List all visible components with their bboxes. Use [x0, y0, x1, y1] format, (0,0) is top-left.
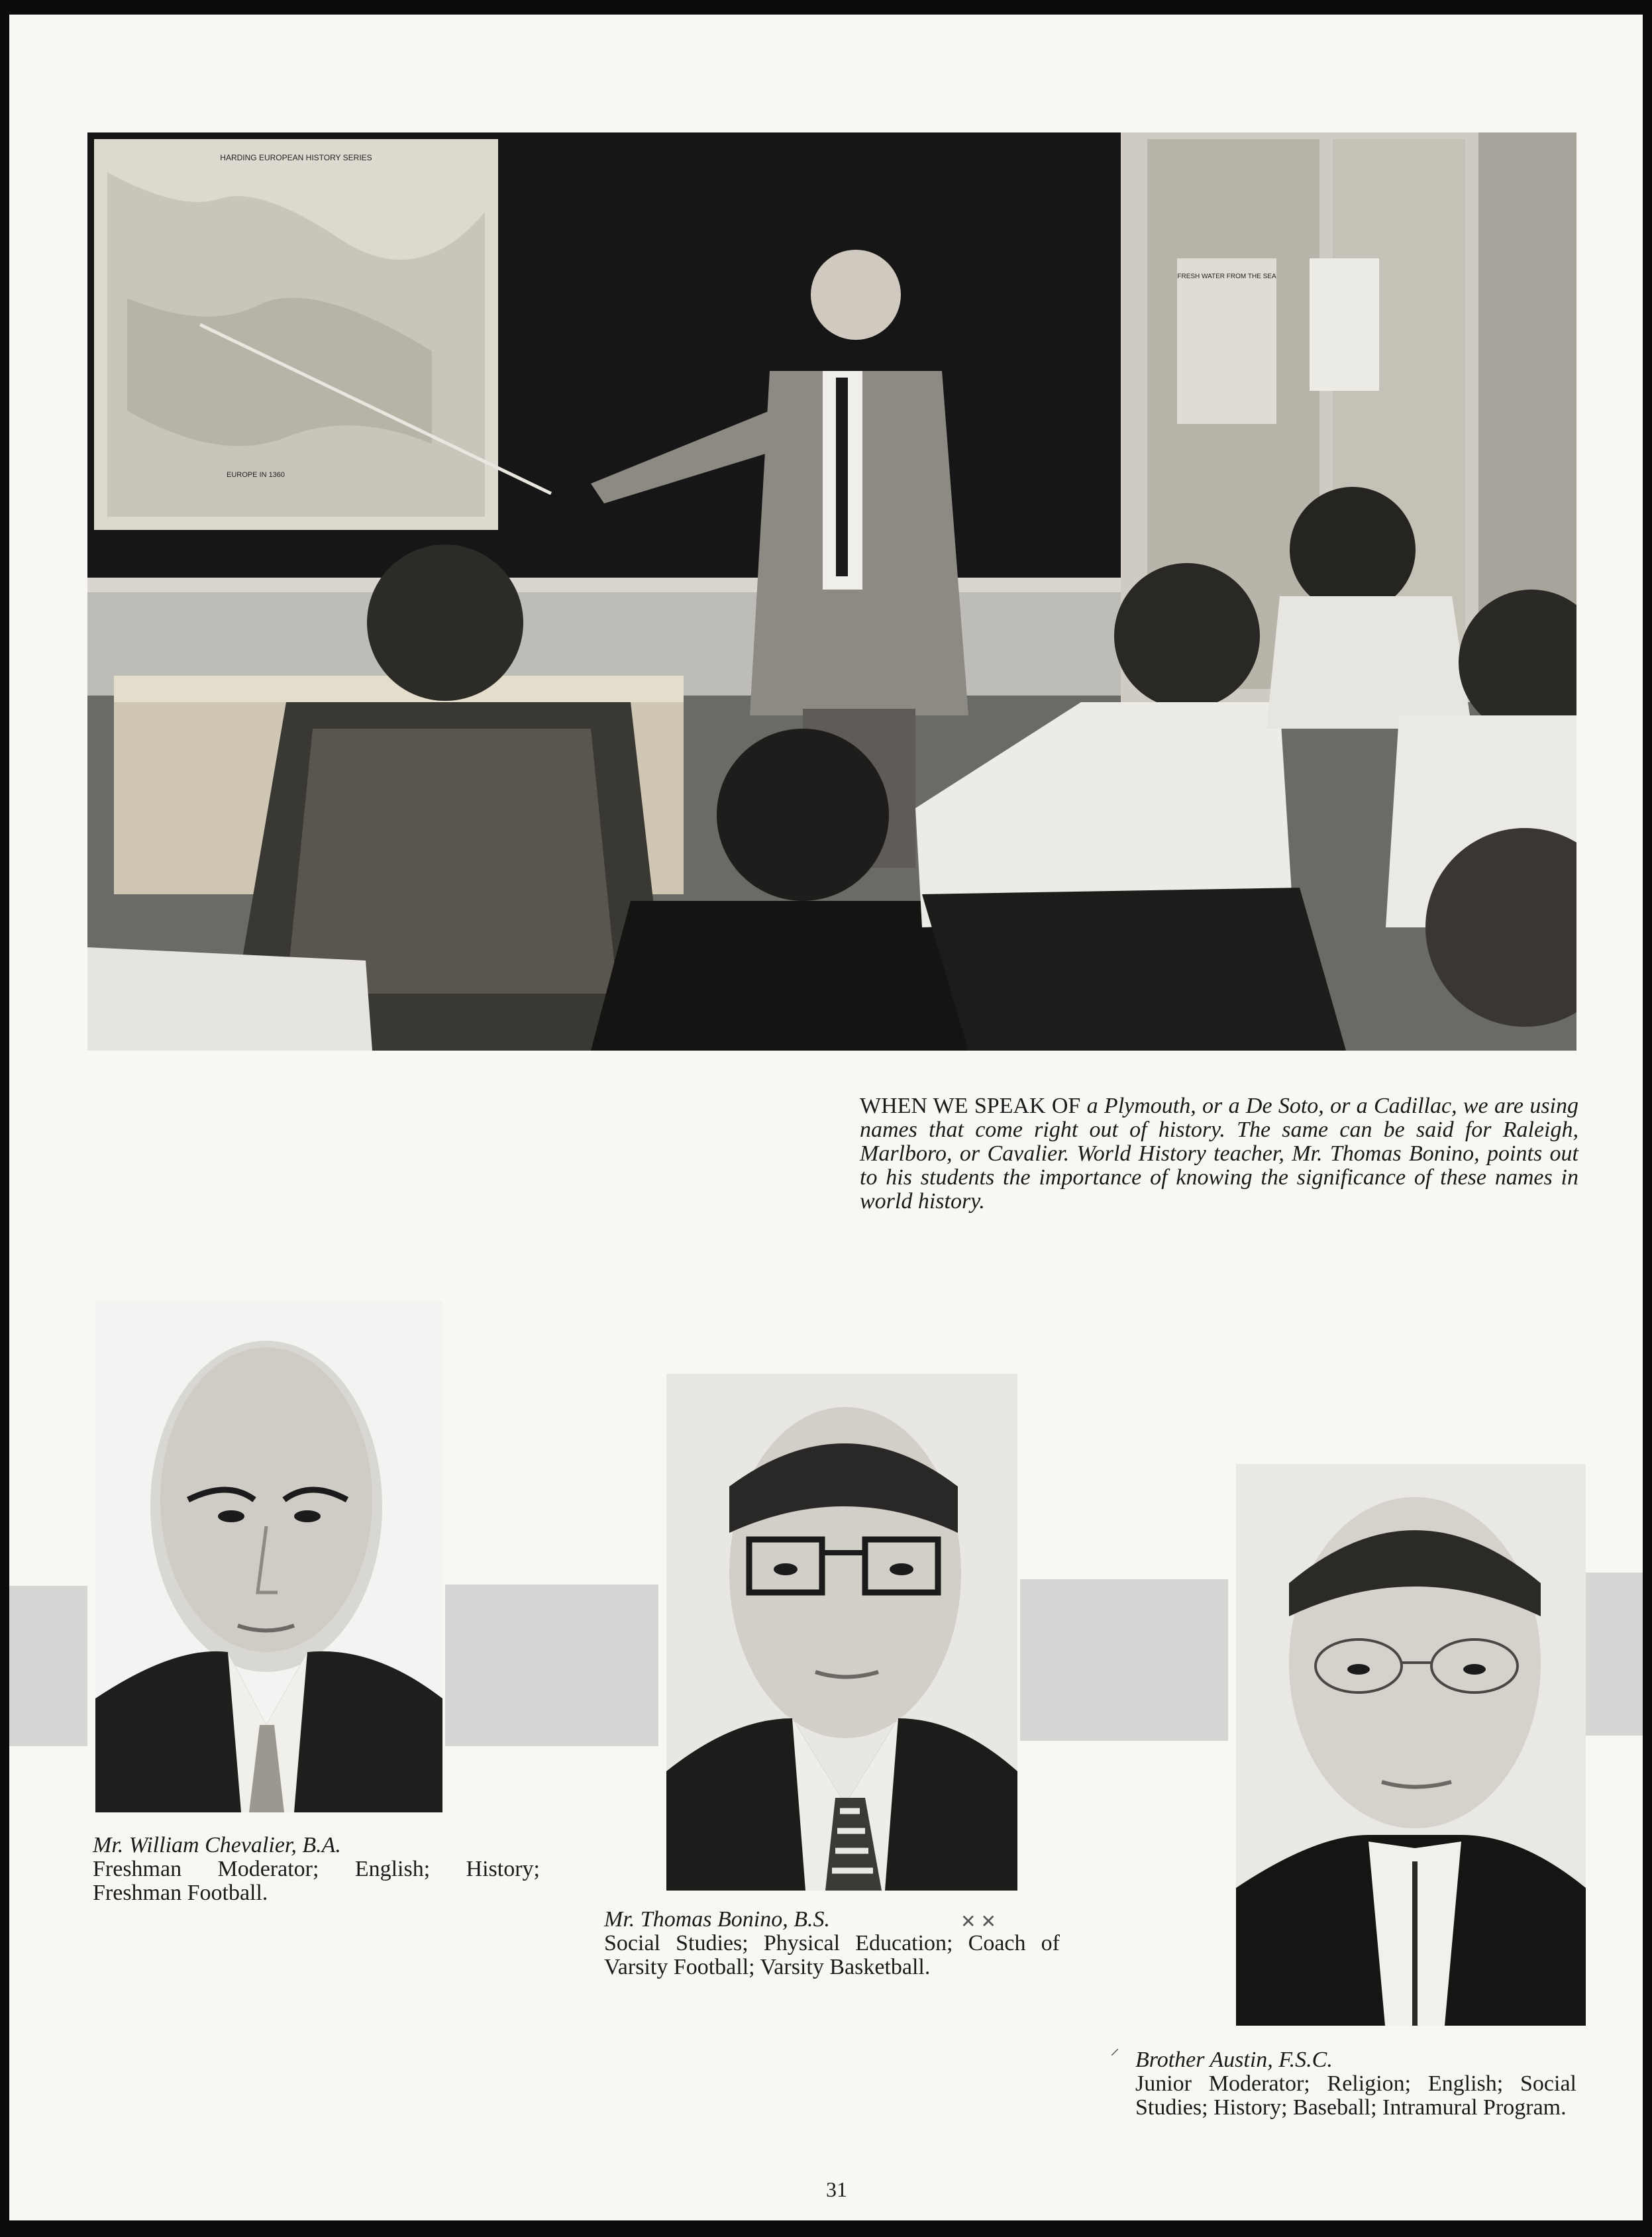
yearbook-page [9, 15, 1643, 2220]
gray-band-block [1586, 1573, 1643, 1736]
classroom-caption [860, 1094, 1578, 1214]
portrait-bonino [666, 1374, 1017, 1891]
faculty-description: Freshman Moderator; English; History; Freshman Football. [93, 1857, 540, 1905]
caption-brother-austin [1135, 2048, 1576, 2120]
faculty-description: Junior Moderator; Religion; English; Social Studies; History; Baseball; Intramural Program. [1135, 2071, 1576, 2120]
handwritten-mark: ⸝ [1110, 2038, 1120, 2059]
faculty-description: Social Studies; Physical Education; Coach of Varsity Football; Varsity Basketball. [604, 1931, 1060, 1979]
page-number: 31 [826, 2177, 847, 2201]
caption-chevalier [93, 1834, 540, 1905]
faculty-name: Mr. Thomas Bonino, B.S. [604, 1907, 830, 1932]
gray-band-block [1020, 1579, 1228, 1741]
map-label: EUROPE IN 1360 [227, 471, 285, 479]
faculty-name: Brother Austin, F.S.C. [1135, 2048, 1333, 2072]
portrait-chevalier [95, 1301, 442, 1812]
caption-body: a Plymouth, or a De Soto, or a Cadillac, we are using names that come right out of history. The same can be said for Raleigh, Marlboro, or Cavalier. World History teacher, Mr. Thomas Bonino, points out to his students the importance of knowing the significance of these names in world history. [860, 1094, 1578, 1214]
poster-text: FRESH WATER FROM THE SEA [1177, 273, 1276, 280]
gray-band-block [9, 1586, 87, 1746]
gray-band-block [445, 1585, 658, 1746]
map-title: HARDING EUROPEAN HISTORY SERIES [220, 153, 372, 162]
caption-lead: WHEN WE SPEAK OF [860, 1094, 1081, 1118]
handwritten-mark: ✕ ✕ [960, 1912, 996, 1932]
classroom-photo [87, 132, 1576, 1051]
faculty-name: Mr. William Chevalier, B.A. [93, 1833, 341, 1857]
portrait-brother-austin [1236, 1464, 1586, 2026]
